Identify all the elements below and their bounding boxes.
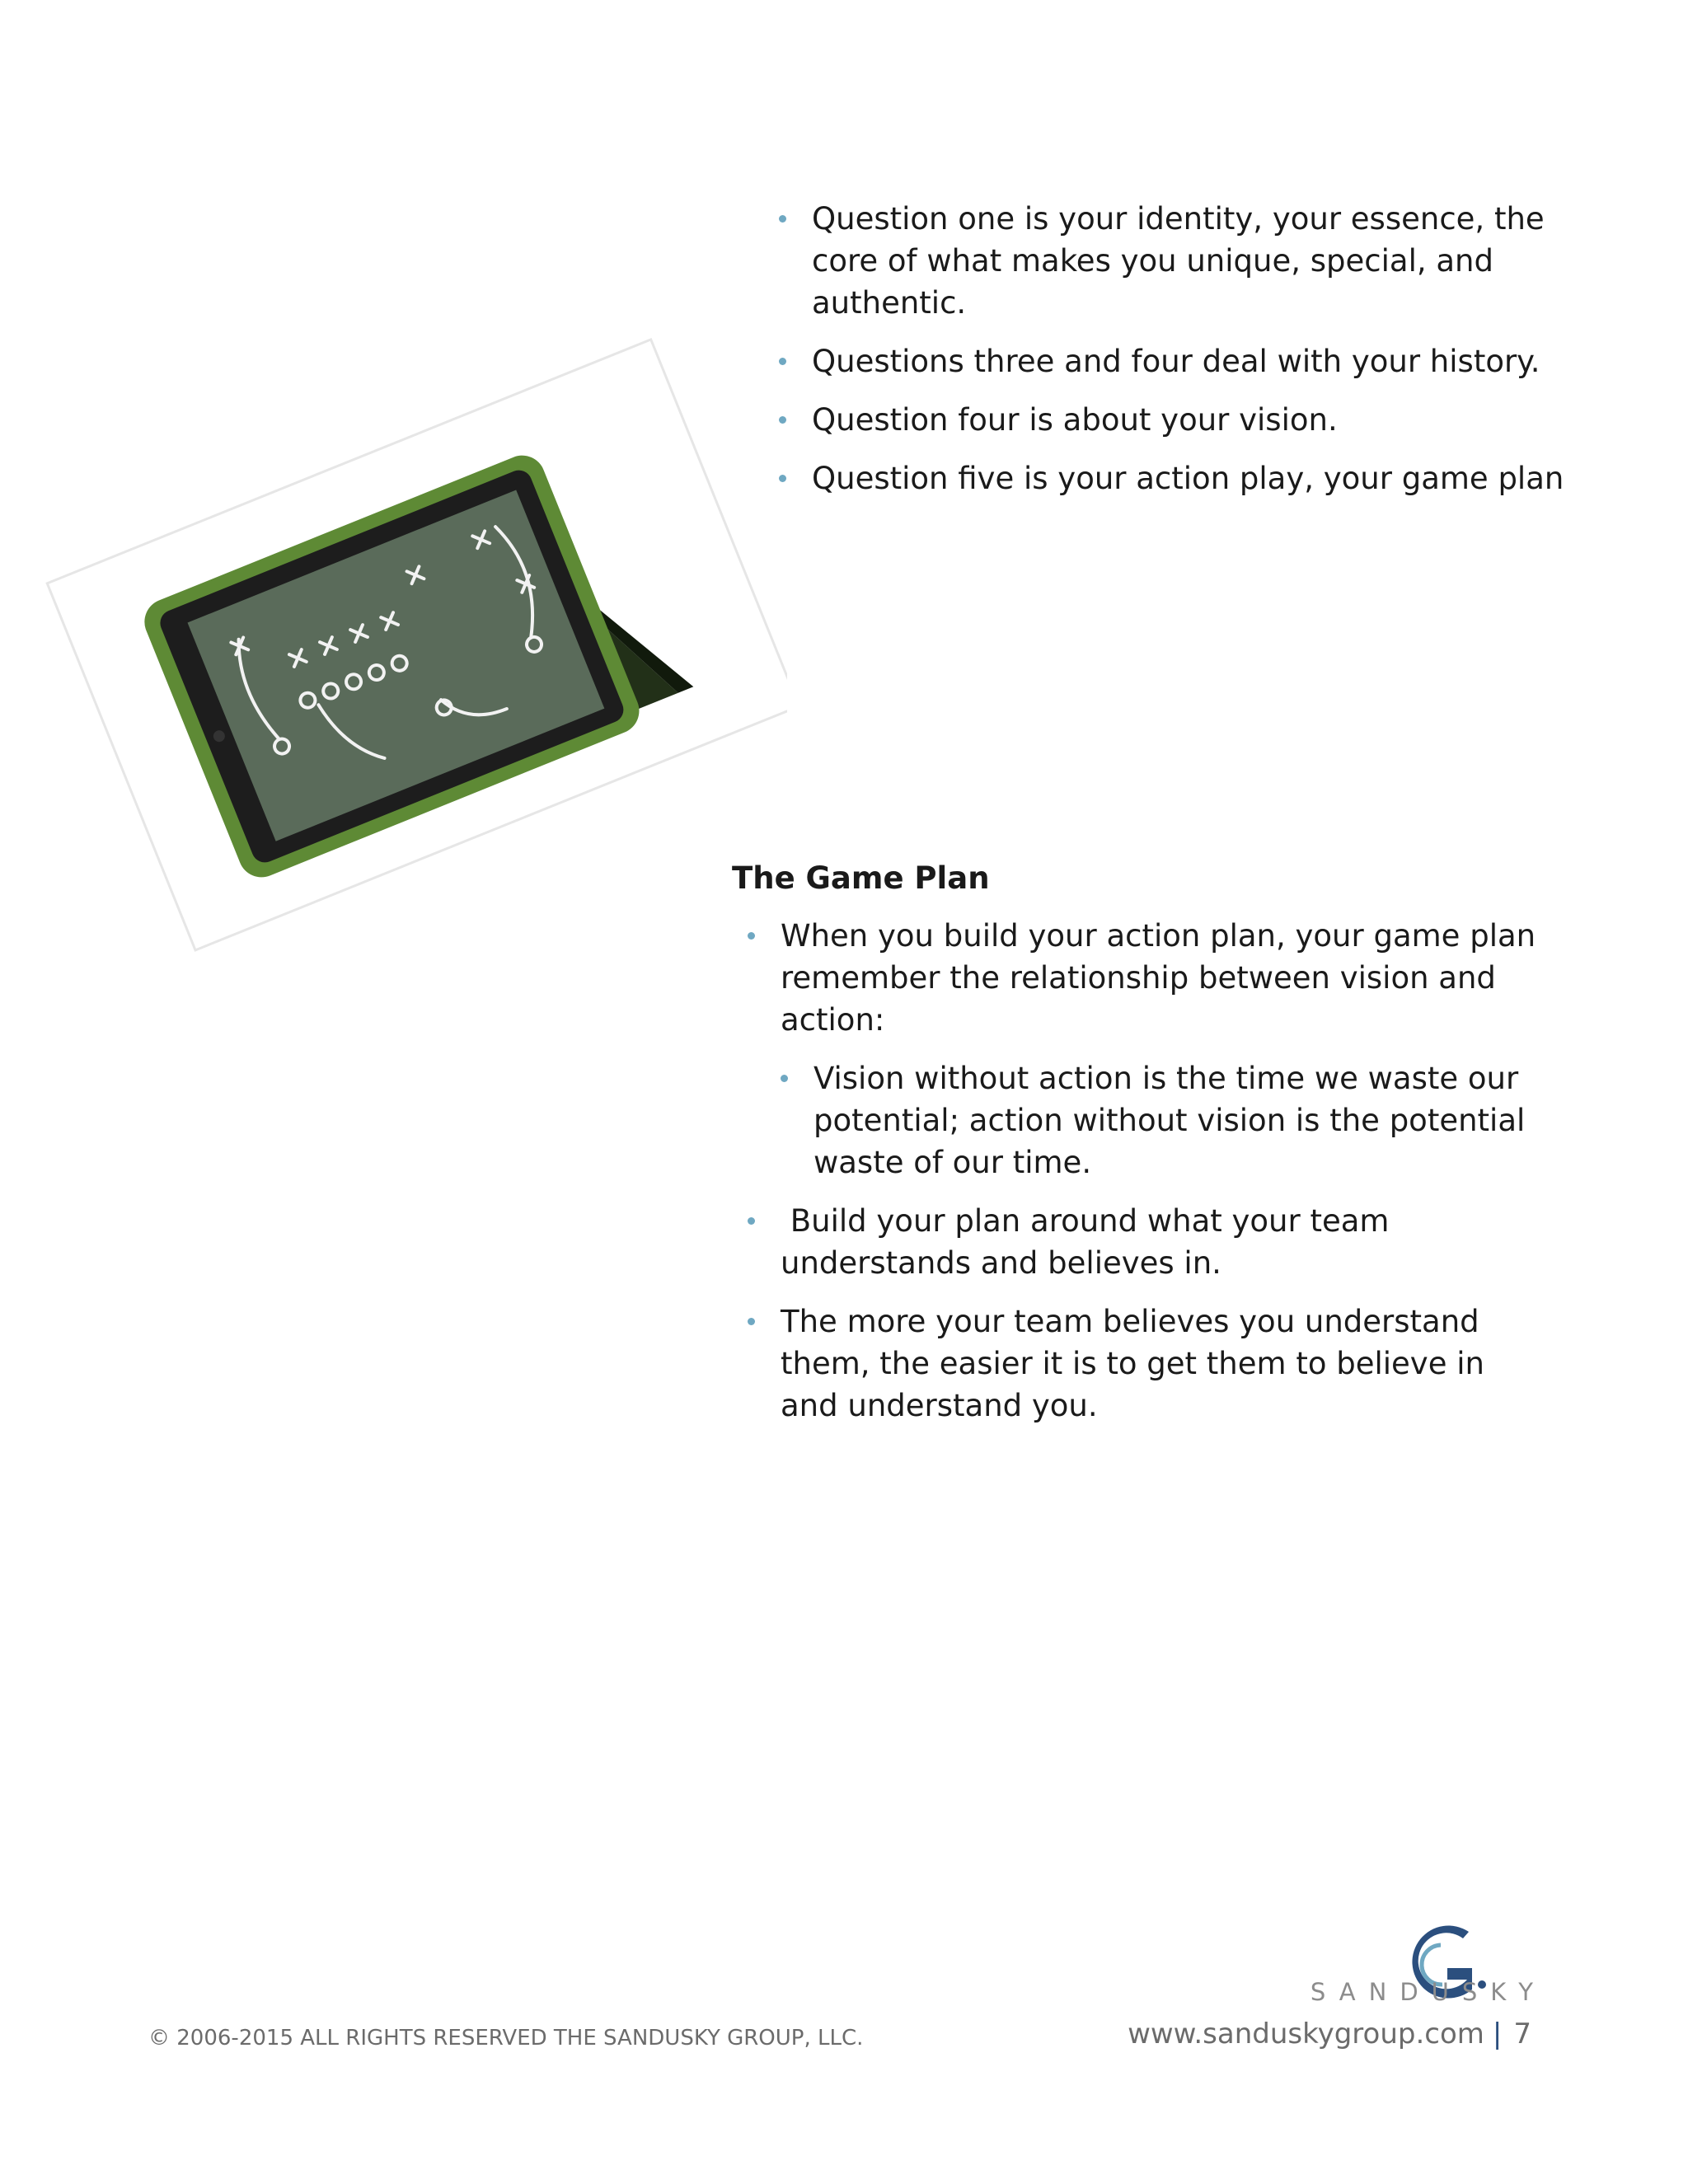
list-item: Question four is about your vision. [812,399,1578,441]
sub-bullet-list [781,1057,1539,1183]
footer-separator: | [1492,2018,1503,2050]
list-item-text: When you build your action plan, your game plan remember the relationship between vision and action: [781,918,1536,1038]
list-item [781,915,1539,1183]
list-item: Question five is your action play, your game plan [812,457,1578,499]
tablet-playbook-image [45,326,787,952]
list-item: Build your plan around what your team understands and believes in. [781,1200,1539,1284]
list-item: Question one is your identity, your essence, the core of what makes you unique, special, and authentic. [812,198,1578,324]
footer-website-page [1128,2018,1531,2050]
website-link[interactable]: www.sanduskygroup.com [1128,2018,1484,2050]
list-item: The more your team believes you understand them, the easier it is to get them to believe in and understand you. [781,1301,1539,1427]
page-number: 7 [1513,2018,1531,2050]
intro-bullet-list [812,198,1578,516]
sub-list-item: Vision without action is the time we waste our potential; action without vision is the potential waste of our time. [814,1057,1539,1183]
section-title: The Game Plan [732,860,990,896]
game-plan-bullet-list [781,915,1539,1443]
list-item: Questions three and four deal with your history. [812,340,1578,382]
brand-wordmark: SANDUSKY [1310,1978,1546,2006]
copyright-notice: © 2006-2015 ALL RIGHTS RESERVED THE SANDUSKY GROUP, LLC. [148,2026,864,2050]
